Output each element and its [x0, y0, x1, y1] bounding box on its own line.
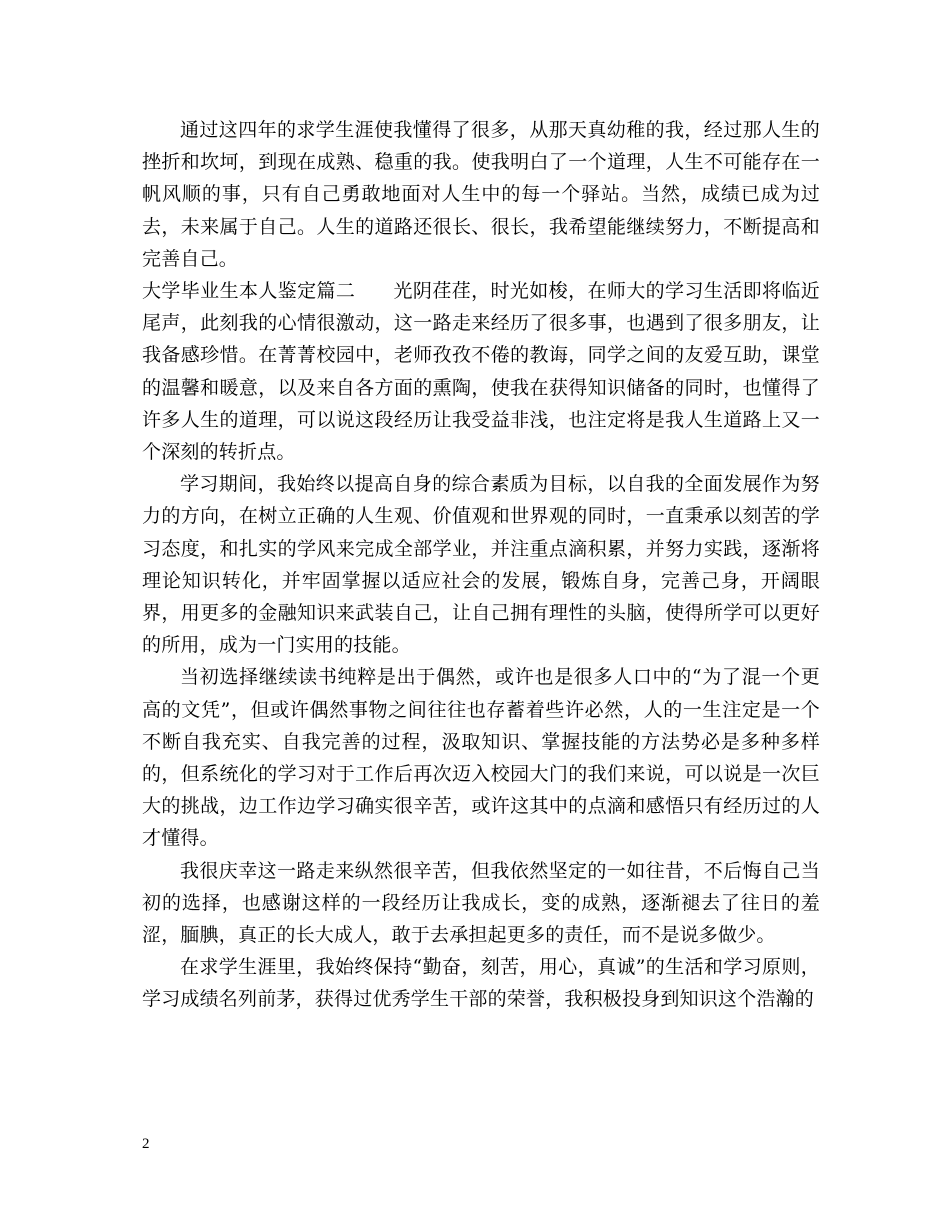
paragraph-section-two: [142, 275, 820, 468]
section-heading: 大学毕业生本人鉴定篇二: [142, 280, 356, 303]
paragraph-study-period: 学习期间，我始终以提高自身的综合素质为目标，以自我的全面发展作为努力的方向，在树立正确的人生观、价值观和世界观的同时，一直秉承以刻苦的学习态度，和扎实的学风来完成全部学业，并注重点滴积累，并努力实践，逐渐将理论知识转化，并牢固掌握以适应社会的发展，锻炼自身，完善己身，开阔眼界，用更多的金融知识来武装自己，让自己拥有理性的头脑，使得所学可以更好的所用，成为一门实用的技能。: [142, 473, 820, 657]
paragraph-intro: 通过这四年的求学生涯使我懂得了很多，从那天真幼稚的我，经过那人生的挫折和坎坷，到现在成熟、稳重的我。使我明白了一个道理，人生不可能存在一帆风顺的事，只有自己勇敢地面对人生中的每一个驿站。当然，成绩已成为过去，未来属于自己。人生的道路还很长、很长，我希望能继续努力，不断提高和完善自己。: [142, 119, 820, 270]
page-number: 2: [142, 1136, 150, 1152]
paragraph-continue-study: 当初选择继续读书纯粹是出于偶然，或许也是很多人口中的“为了混一个更高的文凭”，但或许偶然事物之间往往也存蓄着些许必然，人的一生注定是一个不断自我充实、自我完善的过程，汲取知识、掌握技能的方法势必是多种多样的，但系统化的学习对于工作后再次迈入校园大门的我们来说，可以说是一次巨大的挑战，边工作边学习确实很辛苦，或许这其中的点滴和感悟只有经历过的人才懂得。: [142, 666, 820, 850]
document-page: [142, 114, 820, 1016]
paragraph-study-career: 在求学生涯里，我始终保持“勤奋，刻苦，用心，真诚”的生活和学习原则，学习成绩名列前茅，获得过优秀学生干部的荣誉，我积极投身到知识这个浩瀚的: [142, 956, 820, 1011]
paragraph-fortunate: 我很庆幸这一路走来纵然很辛苦，但我依然坚定的一如往昔，不后悔自己当初的选择，也感谢这样的一段经历让我成长，变的成熟，逐渐褪去了往日的羞涩，腼腆，真正的长大成人，敢于去承担起更多的责任，而不是说多做少。: [142, 859, 820, 947]
section-first-text: 光阴荏荏，时光如梭，在师大的学习生活即将临近尾声，此刻我的心情很激动，这一路走来经历了很多事，也遇到了很多朋友，让我备感珍惜。在菁菁校园中，老师孜孜不倦的教诲，同学之间的友爱互助，课堂的温馨和暖意，以及来自各方面的熏陶，使我在获得知识储备的同时，也懂得了许多人生的道理，可以说这段经历让我受益非浅，也注定将是我人生道路上又一个深刻的转折点。: [142, 280, 821, 464]
